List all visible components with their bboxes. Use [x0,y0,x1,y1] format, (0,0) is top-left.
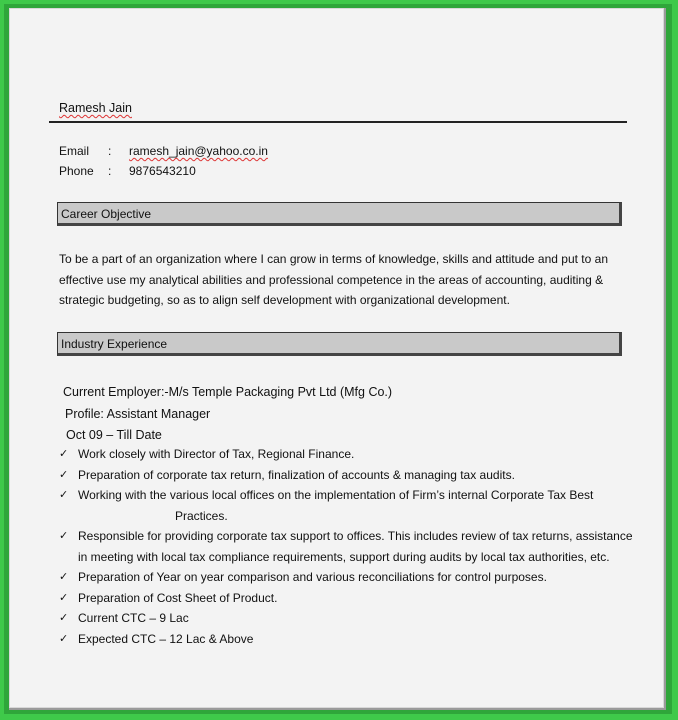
bullet-text: Work closely with Director of Tax, Regional Finance. [78,447,355,461]
profile-title: Profile: Assistant Manager [65,407,211,421]
list-item [59,567,634,588]
employment-period: Oct 09 – Till Date [66,428,162,442]
candidate-name: Ramesh Jain [59,101,132,115]
header-rule [49,121,627,123]
bullet-continuation: Practices. [175,508,228,523]
checkmark-icon: ✓ [59,489,69,501]
experience-bullet-list [59,444,634,649]
phone-label: Phone [59,164,94,178]
checkmark-icon: ✓ [59,571,69,583]
bullet-text: Preparation of Cost Sheet of Product. [78,590,278,605]
checkmark-icon: ✓ [59,468,69,481]
current-employer: Current Employer:-M/s Temple Packaging Pvt Ltd (Mfg Co.) [63,385,393,399]
bullet-text: Working with the various local offices on the implementation of Firm’s internal Corporate Tax Best [78,488,594,502]
checkmark-icon: ✓ [59,591,69,604]
list-item [59,444,634,465]
career-objective-text: To be a part of an organization where I can grow in terms of knowledge, skills and attitude and put to an effective use my analytical abilities and professional competence in the areas of accounting, auditing & strategic budgeting, so as to align self development with organizational development. [59,252,608,307]
list-item [59,485,634,526]
list-item [59,588,634,609]
email-value[interactable]: ramesh_jain@yahoo.co.in [129,144,268,158]
checkmark-icon: ✓ [59,448,69,460]
checkmark-icon: ✓ [59,632,69,645]
career-objective-heading: Career Objective [57,202,622,226]
list-item [59,629,634,650]
bullet-text: Preparation of Year on year comparison and various reconciliations for control purposes. [78,570,547,584]
phone-separator: : [108,164,112,178]
resume-page [9,8,666,710]
list-item [59,465,634,486]
checkmark-icon: ✓ [59,530,69,542]
list-item [59,608,634,629]
email-label: Email [59,144,90,158]
industry-experience-heading: Industry Experience [57,332,622,356]
bullet-text: Preparation of corporate tax return, finalization of accounts & managing tax audits. [78,467,515,482]
list-item [59,526,634,567]
bullet-text: Current CTC – 9 Lac [78,611,189,625]
checkmark-icon: ✓ [59,612,69,624]
phone-value: 9876543210 [129,164,196,178]
bullet-text: Responsible for providing corporate tax support to offices. This includes review of tax returns, assistance in meeting with local tax compliance requirements, support during audits by local tax authorities, etc. [78,529,633,564]
bullet-text: Expected CTC – 12 Lac & Above [78,631,254,646]
email-separator: : [108,144,112,158]
